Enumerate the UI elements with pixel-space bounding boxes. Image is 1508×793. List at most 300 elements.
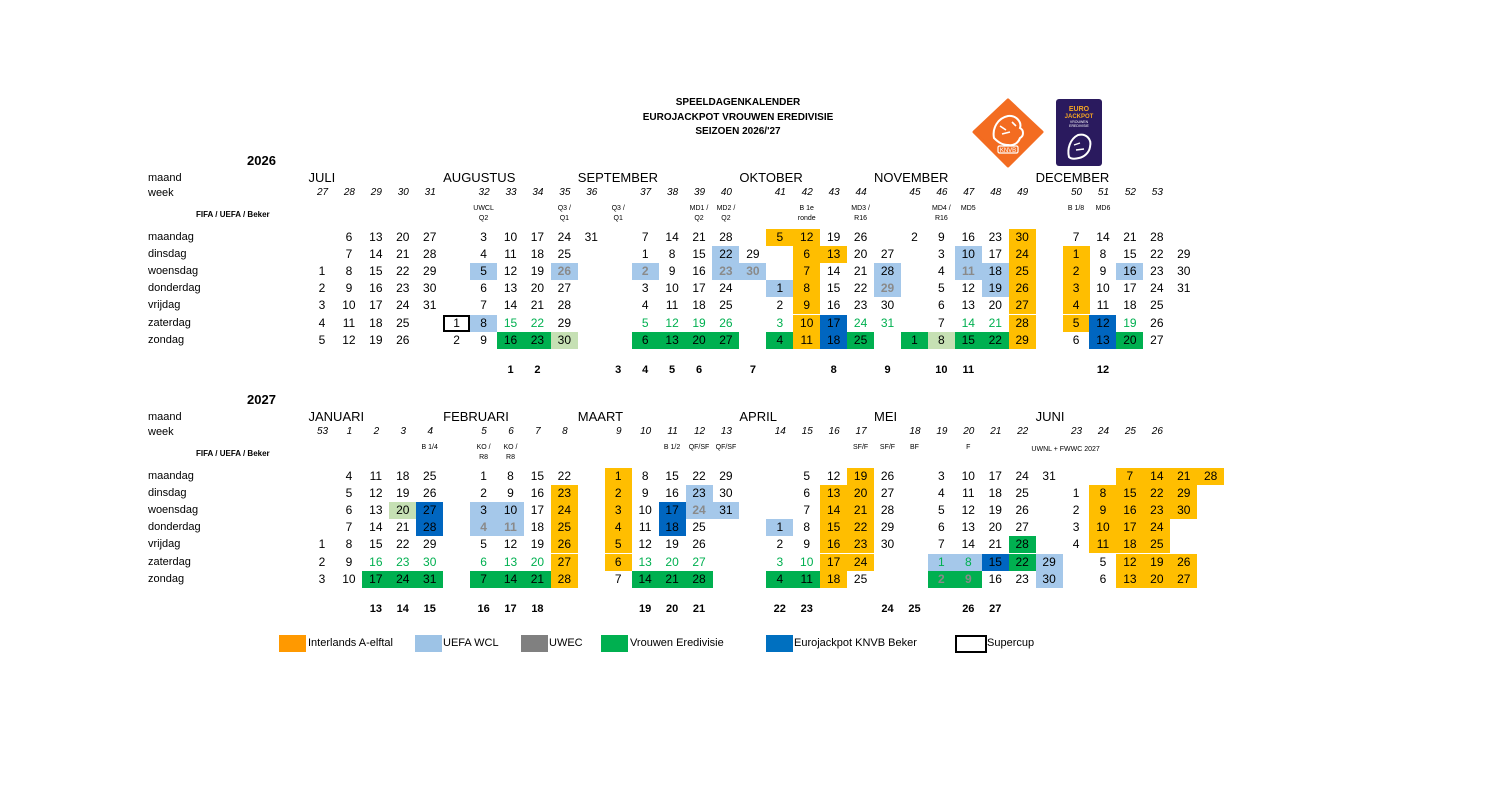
matchday-number: 23 (800, 603, 813, 615)
day-cell: 29 (1170, 485, 1197, 502)
day-cell: 13 (369, 503, 383, 518)
week-number: 23 (1070, 426, 1083, 437)
day-cell: 18 (1123, 298, 1137, 313)
day-cell: 18 (530, 520, 545, 535)
day-cell: 24 (1150, 281, 1164, 296)
day-cell: 28 (1009, 315, 1036, 332)
day-cell: 5 (345, 486, 353, 501)
day-cell: 30 (880, 298, 895, 313)
day-cell: 14 (369, 520, 383, 535)
day-cell: 10 (497, 502, 524, 519)
year-heading: 2026 (247, 153, 276, 168)
day-cell: 1 (641, 247, 649, 262)
day-cell: 25 (853, 571, 868, 586)
day-cell: 13 (659, 332, 686, 349)
week-number: 40 (720, 187, 732, 198)
day-cell: 10 (793, 315, 820, 332)
month-name: AUGUSTUS (443, 170, 516, 185)
day-cell: 8 (928, 332, 955, 349)
matchday-number: 25 (908, 603, 921, 615)
day-cell: 22 (982, 332, 1009, 349)
day-cell: 17 (659, 502, 686, 519)
matchday-number: 22 (773, 603, 786, 615)
day-cell: 17 (692, 281, 706, 296)
day-cell: 21 (988, 315, 1002, 330)
day-cell: 5 (1063, 315, 1090, 332)
day-cell: 25 (1009, 263, 1036, 280)
competition-note: B 1/2 (663, 444, 681, 451)
week-number: 18 (909, 426, 921, 437)
day-cell: 26 (853, 230, 868, 244)
day-cell: 16 (826, 298, 841, 313)
week-number: 53 (1151, 187, 1163, 198)
week-number: 44 (855, 187, 867, 198)
day-cell: 8 (345, 264, 353, 279)
week-number: 29 (370, 187, 382, 198)
day-cell: 24 (557, 230, 572, 244)
day-cell: 11 (665, 298, 679, 313)
day-cell: 3 (938, 247, 945, 262)
day-cell: 23 (396, 281, 410, 296)
day-cell: 8 (470, 315, 497, 332)
week-number: 30 (397, 187, 409, 198)
day-cell: 26 (1170, 554, 1197, 571)
day-cell: 19 (396, 486, 410, 501)
day-cell: 17 (988, 247, 1002, 262)
day-cell: 15 (955, 332, 982, 349)
day-cell: 4 (641, 298, 649, 313)
day-cell: 22 (1143, 485, 1170, 502)
day-cell: 30 (1177, 264, 1191, 279)
day-cell: 2 (776, 537, 784, 552)
day-cell: 23 (1150, 264, 1164, 279)
matchday-number: 14 (396, 603, 409, 615)
day-cell: 7 (480, 298, 487, 313)
day-cell: 8 (641, 469, 649, 483)
day-cell: 24 (389, 571, 416, 588)
week-number: 48 (990, 187, 1002, 198)
day-cell: 7 (345, 247, 353, 262)
day-cell: 11 (1089, 536, 1116, 553)
day-cell: 26 (1150, 315, 1164, 330)
day-cell: 21 (530, 298, 545, 313)
day-cell: 2 (605, 485, 632, 502)
day-cell: 15 (665, 469, 679, 483)
day-cell: 15 (369, 264, 383, 279)
matchday-number: 1 (507, 364, 514, 376)
day-cell: 3 (1072, 520, 1080, 535)
day-cell: 18 (530, 247, 545, 262)
week-number: 14 (774, 426, 786, 437)
day-cell: 12 (793, 229, 820, 246)
day-cell: 21 (1170, 468, 1197, 485)
week-number: 5 (481, 426, 487, 437)
day-cell: 12 (1116, 554, 1143, 571)
day-cell: 10 (638, 503, 652, 518)
competition-note: SF/F (853, 444, 869, 451)
month-name: OKTOBER (739, 170, 803, 185)
day-cell: 11 (369, 469, 383, 483)
day-cell: 26 (692, 537, 706, 552)
day-cell: 24 (551, 502, 578, 519)
week-row-label: week (148, 187, 174, 199)
week-number: 47 (963, 187, 975, 198)
day-cell: 11 (638, 520, 652, 535)
week-number: 43 (828, 187, 840, 198)
day-cell: 18 (988, 486, 1002, 501)
day-cell: 19 (665, 537, 679, 552)
day-cell: 22 (530, 315, 545, 330)
day-cell: 5 (803, 469, 811, 483)
day-cell: 23 (524, 332, 551, 349)
day-cell: 16 (961, 230, 975, 244)
day-cell: 30 (1036, 571, 1063, 588)
day-cell: 27 (712, 332, 739, 349)
day-cell: 25 (1143, 536, 1170, 553)
day-cell: 22 (1009, 554, 1036, 571)
day-cell: 26 (551, 536, 578, 553)
day-cell: 24 (396, 298, 410, 313)
matchday-number: 11 (962, 364, 975, 376)
day-cell: 6 (605, 554, 632, 571)
week-number: 24 (1097, 426, 1110, 437)
day-cell: 31 (1042, 469, 1056, 483)
competition-note: B 1e ronde (797, 205, 816, 222)
day-cell: 19 (530, 264, 545, 279)
svg-text:VROUWEN: VROUWEN (1069, 120, 1089, 124)
day-cell: 27 (1150, 332, 1164, 347)
day-cell: 27 (416, 502, 443, 519)
day-cell: 17 (820, 554, 847, 571)
week-number: 7 (535, 426, 541, 437)
day-cell: 18 (369, 315, 383, 330)
day-cell: 17 (988, 469, 1002, 483)
day-cell: 23 (1015, 571, 1029, 586)
day-cell: 9 (938, 230, 945, 244)
day-cell: 9 (955, 571, 982, 588)
competition-note: Q3 / Q1 (611, 205, 625, 222)
day-cell: 27 (880, 247, 895, 262)
week-number: 25 (1124, 426, 1136, 437)
day-cell: 25 (692, 520, 706, 535)
day-cell: 13 (503, 554, 518, 569)
day-cell: 7 (938, 537, 945, 552)
day-cell: 16 (369, 281, 383, 296)
day-cell: 1 (480, 469, 487, 483)
month-row-label: maand (148, 411, 182, 423)
legend-label: Interlands A-elftal (308, 637, 393, 649)
day-cell: 31 (712, 502, 739, 519)
day-cell: 9 (793, 297, 820, 314)
header-title: SPEELDAGENKALENDER (675, 97, 801, 108)
day-cell: 4 (470, 519, 497, 536)
day-cell: 2 (480, 486, 487, 501)
day-cell: 26 (719, 315, 733, 330)
day-cell: 6 (632, 332, 659, 349)
day-cell: 28 (719, 230, 733, 244)
week-number: 6 (508, 426, 514, 437)
week-number: 2 (373, 426, 380, 437)
day-cell: 7 (1072, 230, 1080, 244)
day-cell: 15 (1116, 485, 1143, 502)
day-cell: 6 (793, 246, 820, 263)
week-number: 11 (667, 426, 678, 437)
day-cell: 21 (1123, 230, 1137, 244)
day-cell: 6 (345, 503, 353, 518)
day-label-woensdag: woensdag (148, 504, 199, 517)
day-cell: 29 (1036, 554, 1063, 571)
week-number: 37 (640, 187, 652, 198)
day-cell: 25 (1150, 298, 1164, 313)
day-cell: 10 (961, 469, 975, 483)
day-cell: 15 (530, 469, 545, 483)
week-number: 38 (667, 187, 679, 198)
competition-note: KO / R8 (476, 444, 491, 461)
day-cell: 4 (318, 315, 326, 330)
day-cell: 11 (793, 332, 820, 349)
matchday-number: 10 (935, 364, 948, 376)
day-cell: 2 (911, 230, 918, 244)
week-number: 8 (562, 426, 568, 437)
week-number: 45 (909, 187, 921, 198)
legend-label: Vrouwen Eredivisie (630, 637, 724, 649)
day-cell: 4 (766, 571, 793, 588)
day-cell: 13 (961, 298, 975, 313)
week-number: 19 (936, 426, 948, 437)
day-cell: 7 (803, 503, 811, 518)
matchday-number: 18 (531, 603, 544, 615)
day-cell: 21 (659, 571, 686, 588)
month-name: MAART (577, 409, 624, 424)
day-cell: 28 (1009, 536, 1036, 553)
day-cell: 23 (551, 485, 578, 502)
day-cell: 17 (820, 315, 847, 332)
day-cell: 21 (692, 230, 706, 244)
day-cell: 28 (416, 519, 443, 536)
day-cell: 14 (503, 298, 518, 313)
day-cell: 5 (605, 536, 632, 553)
day-cell: 8 (668, 247, 676, 262)
day-cell: 21 (396, 247, 410, 262)
svg-text:EREDIVISIE: EREDIVISIE (1069, 124, 1089, 128)
matchday-number: 15 (423, 603, 436, 615)
day-cell: 20 (988, 298, 1002, 313)
day-cell: 6 (345, 230, 353, 244)
day-cell: 1 (1072, 486, 1080, 501)
day-cell: 31 (1177, 281, 1191, 296)
day-cell: 10 (955, 246, 982, 263)
day-cell: 2 (776, 298, 784, 313)
day-cell: 7 (470, 571, 497, 588)
day-cell: 19 (1123, 315, 1137, 330)
year-heading: 2027 (247, 392, 276, 407)
legend-label: Eurojackpot KNVB Beker (794, 637, 917, 649)
day-cell: 6 (480, 281, 487, 296)
day-cell: 12 (1089, 315, 1116, 332)
day-cell: 29 (746, 247, 760, 262)
legend-swatch (955, 635, 987, 653)
day-cell: 13 (1089, 332, 1116, 349)
competition-note: UWCL Q2 (473, 205, 494, 222)
day-cell: 27 (692, 554, 706, 569)
day-label-maandag: maandag (148, 231, 194, 243)
day-cell: 30 (880, 537, 895, 552)
matchday-number: 5 (669, 364, 676, 376)
matchday-number: 24 (881, 603, 894, 615)
day-cell: 30 (551, 332, 578, 349)
matchday-number: 2 (534, 364, 541, 376)
day-cell: 5 (480, 537, 487, 552)
day-cell: 7 (345, 520, 353, 535)
day-label-zondag: zondag (148, 333, 185, 346)
day-cell: 14 (961, 315, 975, 330)
week-number: 10 (640, 426, 652, 437)
svg-text:EURO: EURO (1068, 106, 1090, 113)
day-cell: 19 (530, 537, 545, 552)
day-cell: 3 (641, 281, 649, 296)
day-cell: 26 (423, 486, 437, 501)
day-cell: 24 (719, 281, 733, 296)
day-cell: 15 (982, 554, 1009, 571)
day-cell: 24 (1009, 246, 1036, 263)
day-cell: 1 (318, 264, 326, 279)
day-cell: 27 (423, 230, 437, 244)
day-cell: 27 (1170, 571, 1197, 588)
day-cell: 6 (1099, 571, 1107, 586)
month-name: JUNI (1035, 409, 1065, 424)
day-cell: 28 (423, 247, 437, 262)
competition-row-label: FIFA / UEFA / Beker (196, 210, 270, 219)
day-cell: 23 (853, 298, 868, 313)
day-cell: 3 (776, 554, 784, 569)
day-cell: 24 (1015, 469, 1029, 483)
day-cell: 20 (665, 554, 679, 569)
day-cell: 15 (503, 315, 518, 330)
day-label-maandag: maandag (148, 470, 194, 482)
day-cell: 31 (423, 298, 437, 313)
day-cell: 25 (1015, 486, 1029, 501)
day-cell: 25 (551, 519, 578, 536)
day-cell: 1 (318, 537, 326, 552)
day-cell: 10 (1096, 281, 1110, 296)
knvb-logo-text: KNVB (999, 148, 1017, 154)
week-number: 16 (828, 426, 840, 437)
day-cell: 20 (1116, 332, 1143, 349)
day-cell: 1 (443, 315, 470, 332)
week-number: 1 (346, 426, 353, 437)
day-cell: 17 (362, 571, 389, 588)
day-cell: 18 (659, 519, 686, 536)
day-cell: 29 (719, 469, 733, 483)
day-cell: 22 (396, 264, 410, 279)
week-number: 9 (615, 426, 622, 437)
day-cell: 5 (938, 503, 945, 518)
day-cell: 7 (1116, 468, 1143, 485)
week-number: 28 (343, 187, 355, 198)
day-cell: 20 (853, 247, 868, 262)
competition-note: B 1/8 (1067, 205, 1085, 212)
week-number: 39 (693, 187, 706, 198)
day-cell: 27 (551, 554, 578, 571)
day-cell: 7 (938, 315, 945, 330)
day-cell: 9 (1089, 502, 1116, 519)
month-name: MEI (874, 409, 898, 424)
day-cell: 11 (497, 519, 524, 536)
day-cell: 21 (396, 520, 410, 535)
svg-text:JACKPOT: JACKPOT (1064, 114, 1094, 120)
day-cell: 22 (692, 469, 706, 483)
matchday-number: 17 (504, 603, 517, 615)
competition-note: F (966, 444, 971, 451)
week-number: 36 (586, 187, 598, 198)
matchday-number: 20 (665, 603, 679, 615)
day-label-vrijdag: vrijdag (148, 538, 181, 551)
day-cell: 30 (1170, 502, 1197, 519)
day-cell: 25 (847, 332, 874, 349)
day-cell: 28 (874, 263, 901, 280)
day-cell: 10 (800, 554, 814, 569)
day-cell: 28 (686, 571, 713, 588)
day-cell: 9 (345, 554, 353, 569)
competition-note: MD4 / R16 (932, 205, 951, 222)
day-cell: 4 (938, 264, 945, 279)
competition-row-label: FIFA / UEFA / Beker (196, 449, 270, 458)
week-number: 22 (1017, 426, 1029, 437)
day-cell: 1 (928, 554, 955, 571)
day-cell: 20 (530, 281, 545, 296)
week-number: 12 (693, 426, 706, 437)
day-cell: 29 (557, 315, 572, 330)
week-number: 26 (1151, 426, 1163, 437)
day-cell: 14 (369, 247, 383, 262)
month-name: NOVEMBER (874, 170, 949, 185)
day-cell: 9 (803, 537, 811, 552)
day-cell: 2 (1063, 263, 1090, 280)
day-cell: 6 (480, 554, 487, 569)
day-cell: 14 (820, 502, 847, 519)
day-cell: 3 (776, 315, 784, 330)
day-cell: 13 (1116, 571, 1143, 588)
day-cell: 26 (1015, 503, 1029, 518)
week-number: 50 (1070, 187, 1083, 198)
day-cell: 4 (605, 519, 632, 536)
day-cell: 3 (480, 230, 487, 244)
matchday-number: 7 (749, 364, 756, 376)
day-cell: 13 (961, 520, 975, 535)
day-cell: 13 (369, 230, 383, 244)
day-cell: 18 (820, 571, 847, 588)
day-cell: 26 (880, 469, 895, 483)
matchday-number: 19 (639, 603, 652, 615)
day-cell: 10 (1089, 519, 1116, 536)
day-cell: 12 (961, 281, 975, 296)
day-cell: 12 (826, 469, 841, 483)
day-cell: 3 (470, 502, 497, 519)
day-cell: 4 (345, 469, 353, 483)
matchday-number: 13 (369, 603, 382, 615)
day-cell: 5 (470, 263, 497, 280)
matchday-number: 8 (830, 364, 837, 376)
day-cell: 21 (853, 264, 868, 279)
day-cell: 1 (901, 332, 928, 349)
day-cell: 22 (712, 246, 739, 263)
day-cell: 11 (1096, 298, 1110, 313)
competition-note: KO / R8 (503, 444, 518, 461)
day-cell: 22 (847, 519, 874, 536)
day-label-woensdag: woensdag (148, 265, 199, 278)
week-number: 52 (1124, 187, 1136, 198)
week-number: 35 (559, 187, 571, 198)
